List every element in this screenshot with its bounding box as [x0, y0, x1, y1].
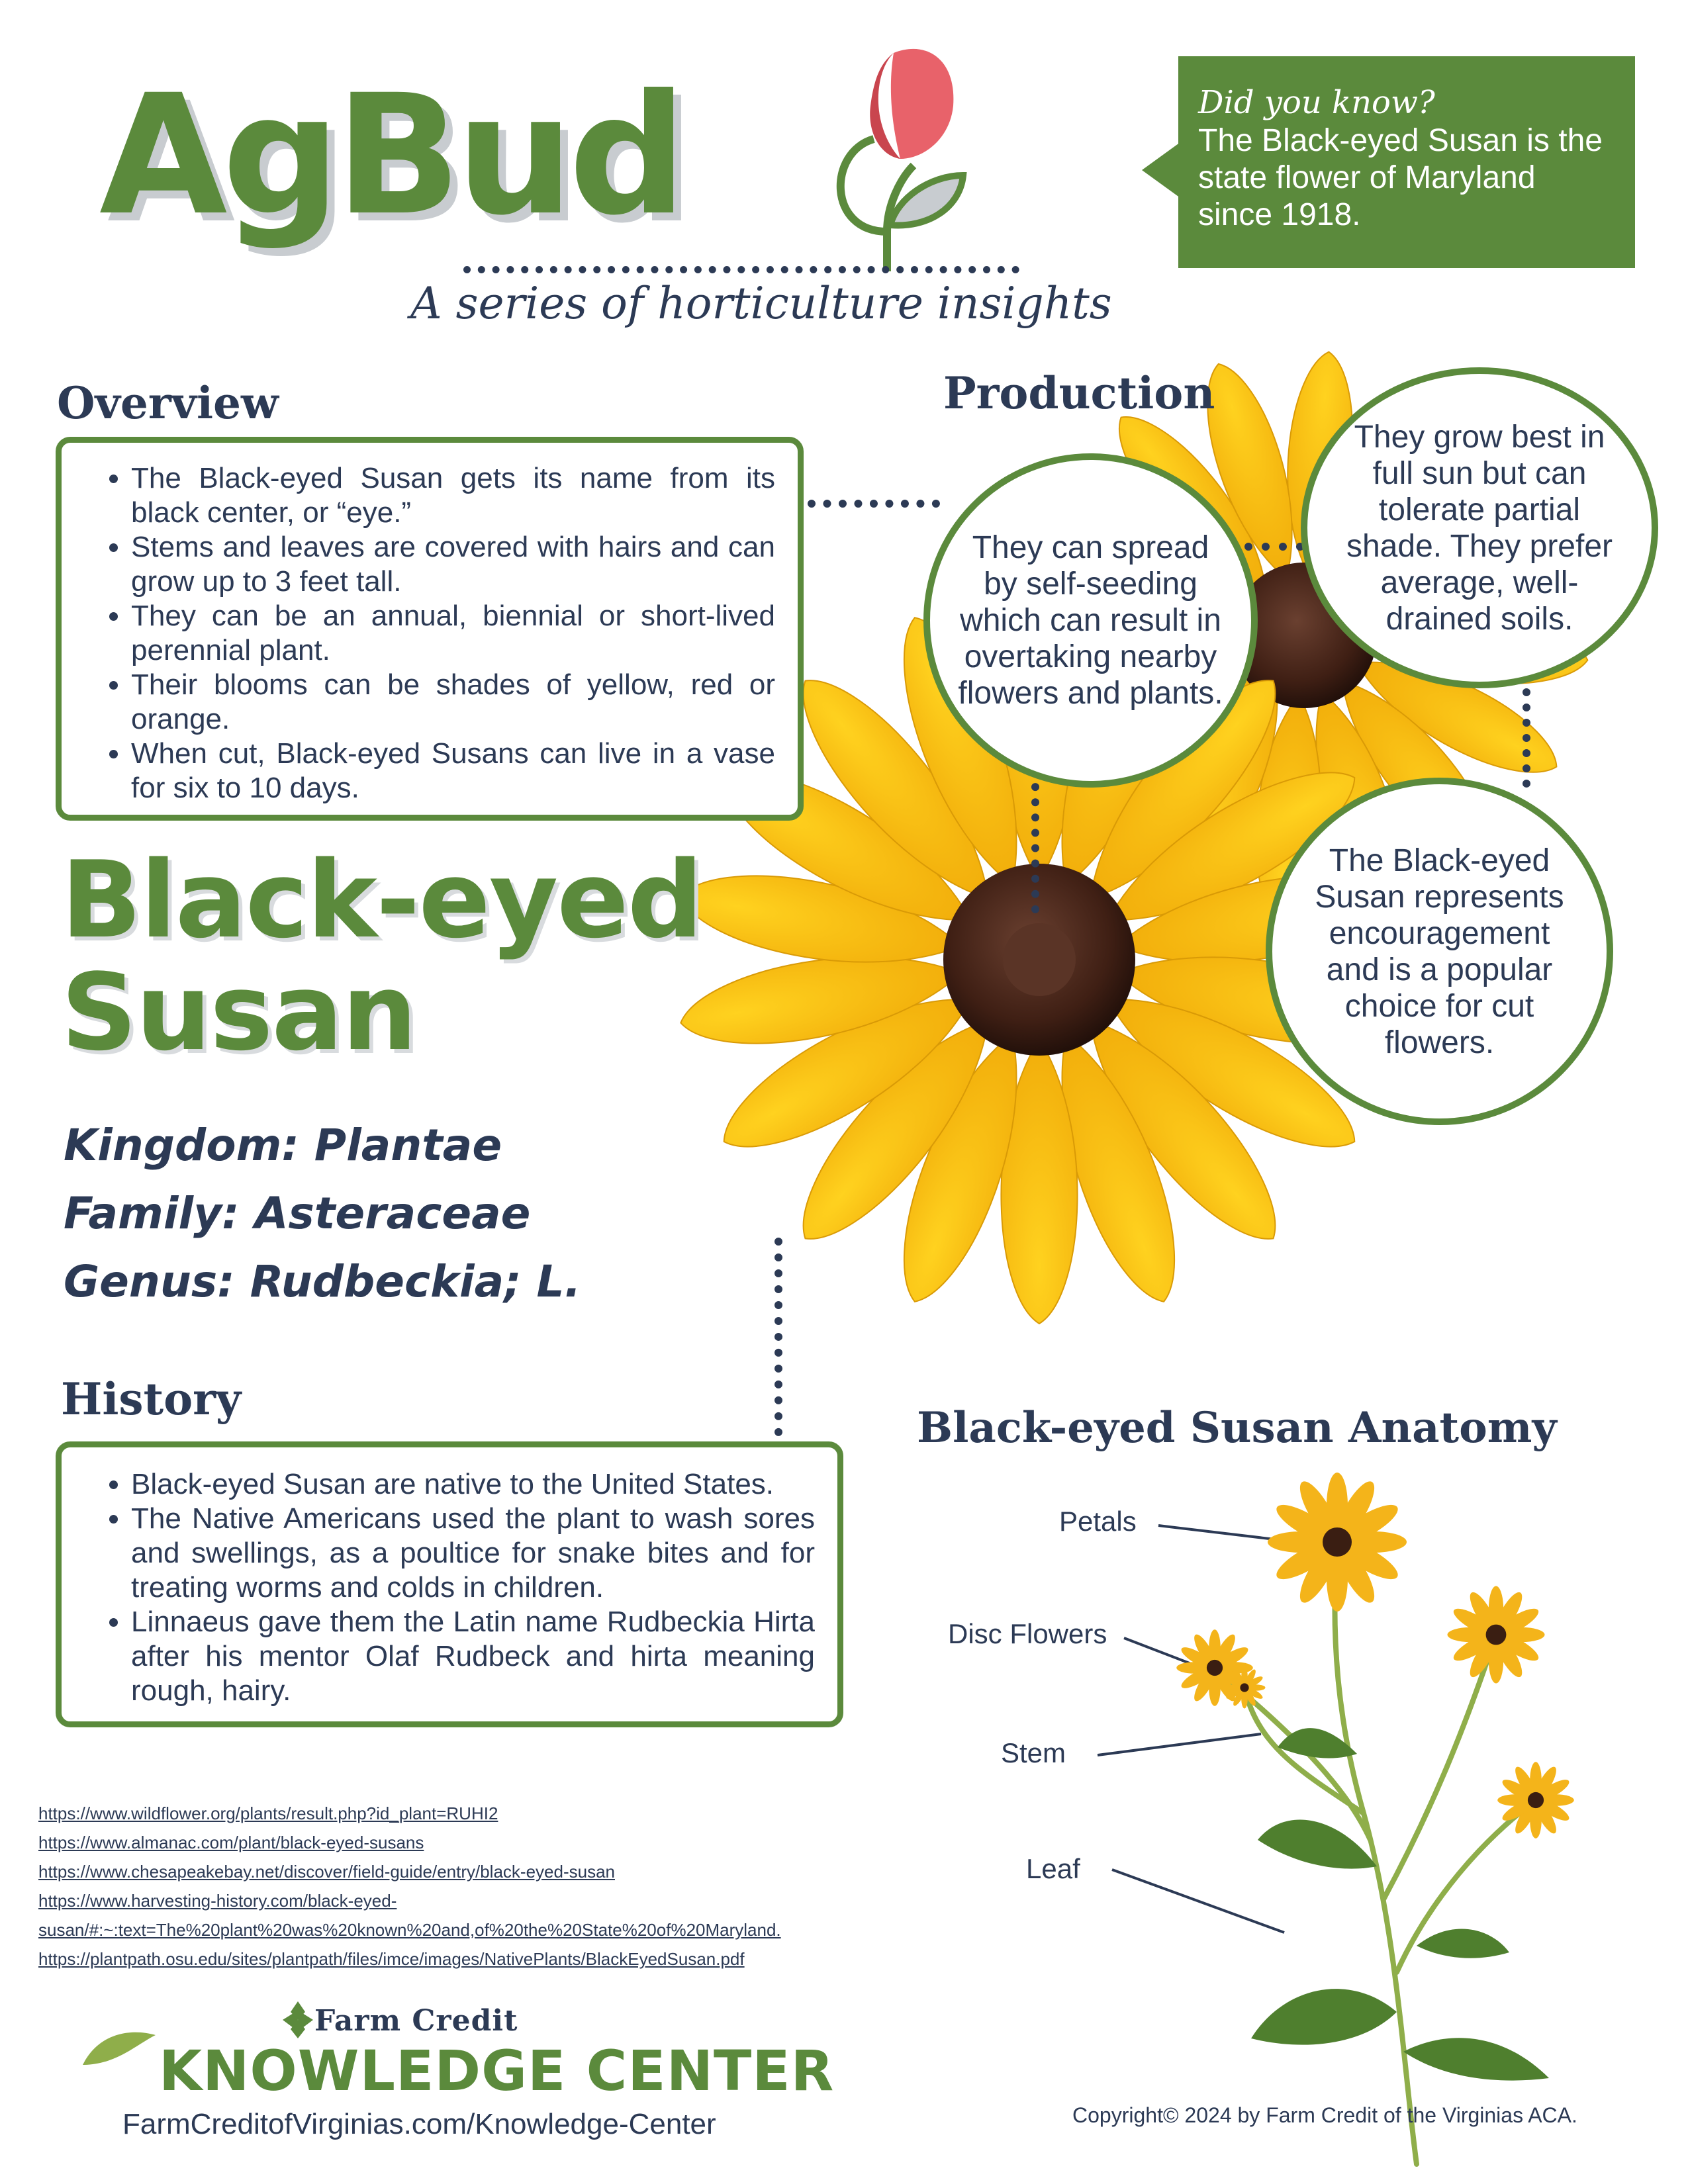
did-you-know-callout: [1178, 56, 1635, 268]
source-link[interactable]: https://www.wildflower.org/plants/result.php?id_plant=RUHI2: [38, 1803, 498, 1823]
farm-credit-logo-icon: [281, 2000, 314, 2040]
farm-credit-brand: Farm Credit: [314, 2004, 518, 2038]
list-item: • The Black-eyed Susan gets its name from its black center, or “eye.”: [131, 461, 775, 530]
anatomy-flower-heads: [1176, 1473, 1574, 1839]
anatomy-flower-head: [1497, 1762, 1574, 1839]
plant-title: [61, 838, 702, 1074]
disc-flower: [1528, 1792, 1544, 1808]
list-item: • When cut, Black-eyed Susans can live in a vase for six to 10 days.: [131, 737, 775, 805]
disc-flower: [1207, 1660, 1223, 1676]
leaf-swoosh-icon: [79, 2025, 159, 2078]
overview-heading: Overview: [57, 377, 279, 429]
history-box: [56, 1441, 843, 1727]
plant-title-line2: Susan: [61, 950, 416, 1074]
anatomy-label-disc-flowers: Disc Flowers: [948, 1618, 1107, 1649]
overview-list: [81, 461, 775, 805]
overview-box: [56, 437, 804, 821]
connector-dots: [808, 500, 940, 508]
source-link[interactable]: https://plantpath.osu.edu/sites/plantpath/files/imce/images/NativePlants/BlackEyedSusan.pdf: [38, 1949, 745, 1969]
tagline-dotted-rule: [463, 266, 1019, 273]
source-link[interactable]: https://www.almanac.com/plant/black-eyed-susans: [38, 1833, 424, 1852]
production-fact-circle: They grow best in full sun but can tolerate partial shade. They prefer average, well-drained soils.: [1301, 367, 1658, 688]
did-you-know-title: Did you know?: [1198, 84, 1435, 121]
knowledge-center-brand: KNOWLEDGE CENTER: [159, 2038, 835, 2103]
production-fact-circle: They can spread by self-seeding which can result in overtaking nearby flowers and plants.: [923, 453, 1258, 788]
source-link[interactable]: susan/#:~:text=The%20plant%20was%20known%20and,of%20the%20State%20of%20Maryland.: [38, 1920, 781, 1940]
list-item: • Linnaeus gave them the Latin name Rudbeckia Hirta after his mentor Olaf Rudbeck and hirta meaning rough, hairy.: [131, 1605, 815, 1708]
disc-flower: [1323, 1527, 1352, 1557]
anatomy-label-stem: Stem: [1001, 1737, 1066, 1768]
sources-list: [38, 1799, 781, 1974]
production-heading: Production: [943, 367, 1215, 419]
callout-pointer: [1142, 142, 1180, 198]
connector-dots: [1031, 768, 1039, 913]
anatomy-flower-head: [1268, 1473, 1407, 1612]
anatomy-label-petals: Petals: [1059, 1506, 1137, 1537]
history-list: [81, 1467, 815, 1708]
connector-dots: [774, 1238, 782, 1436]
agbud-logo-text: AgBud: [99, 59, 682, 251]
source-link[interactable]: https://www.harvesting-history.com/black-eyed-: [38, 1891, 397, 1911]
disc-flower: [1240, 1683, 1248, 1692]
source-link[interactable]: https://www.chesapeakebay.net/discover/field-guide/entry/black-eyed-susan: [38, 1862, 615, 1882]
connector-dots: [1244, 543, 1304, 551]
production-fact-circle: The Black-eyed Susan represents encouragement and is a popular choice for cut flowers.: [1266, 778, 1613, 1125]
disc-flower: [1486, 1625, 1507, 1645]
family-label: Family: Asteraceae: [64, 1188, 531, 1239]
tagline: A series of horticulture insights: [410, 278, 1112, 329]
anatomy-label-leaf: Leaf: [1026, 1853, 1080, 1884]
history-heading: History: [61, 1373, 242, 1425]
genus-label: Genus: Rudbeckia; L.: [64, 1256, 581, 1307]
list-item: • The Native Americans used the plant to wash sores and swellings, as a poultice for snake bites and for treating worms and colds in children.: [131, 1502, 815, 1605]
anatomy-plant-illustration: [1086, 1469, 1628, 2171]
plant-title-line1: Black-eyed: [61, 838, 702, 962]
list-item: • They can be an annual, biennial or short-lived perennial plant.: [131, 599, 775, 668]
copyright-text: Copyright© 2024 by Farm Credit of the Virginias ACA.: [1072, 2103, 1577, 2127]
list-item: • Stems and leaves are covered with hairs and can grow up to 3 feet tall.: [131, 530, 775, 599]
list-item: • Black-eyed Susan are native to the United States.: [131, 1467, 815, 1502]
connector-dots: [1523, 688, 1530, 788]
list-item: • Their blooms can be shades of yellow, red or orange.: [131, 668, 775, 737]
anatomy-flower-head: [1448, 1586, 1545, 1684]
anatomy-heading: Black-eyed Susan Anatomy: [917, 1403, 1557, 1453]
tulip-logo-icon: [814, 33, 986, 278]
did-you-know-text: The Black-eyed Susan is the state flower of Maryland since 1918.: [1198, 123, 1603, 232]
kingdom-label: Kingdom: Plantae: [64, 1120, 502, 1171]
footer-url[interactable]: FarmCreditofVirginias.com/Knowledge-Center: [122, 2108, 716, 2140]
